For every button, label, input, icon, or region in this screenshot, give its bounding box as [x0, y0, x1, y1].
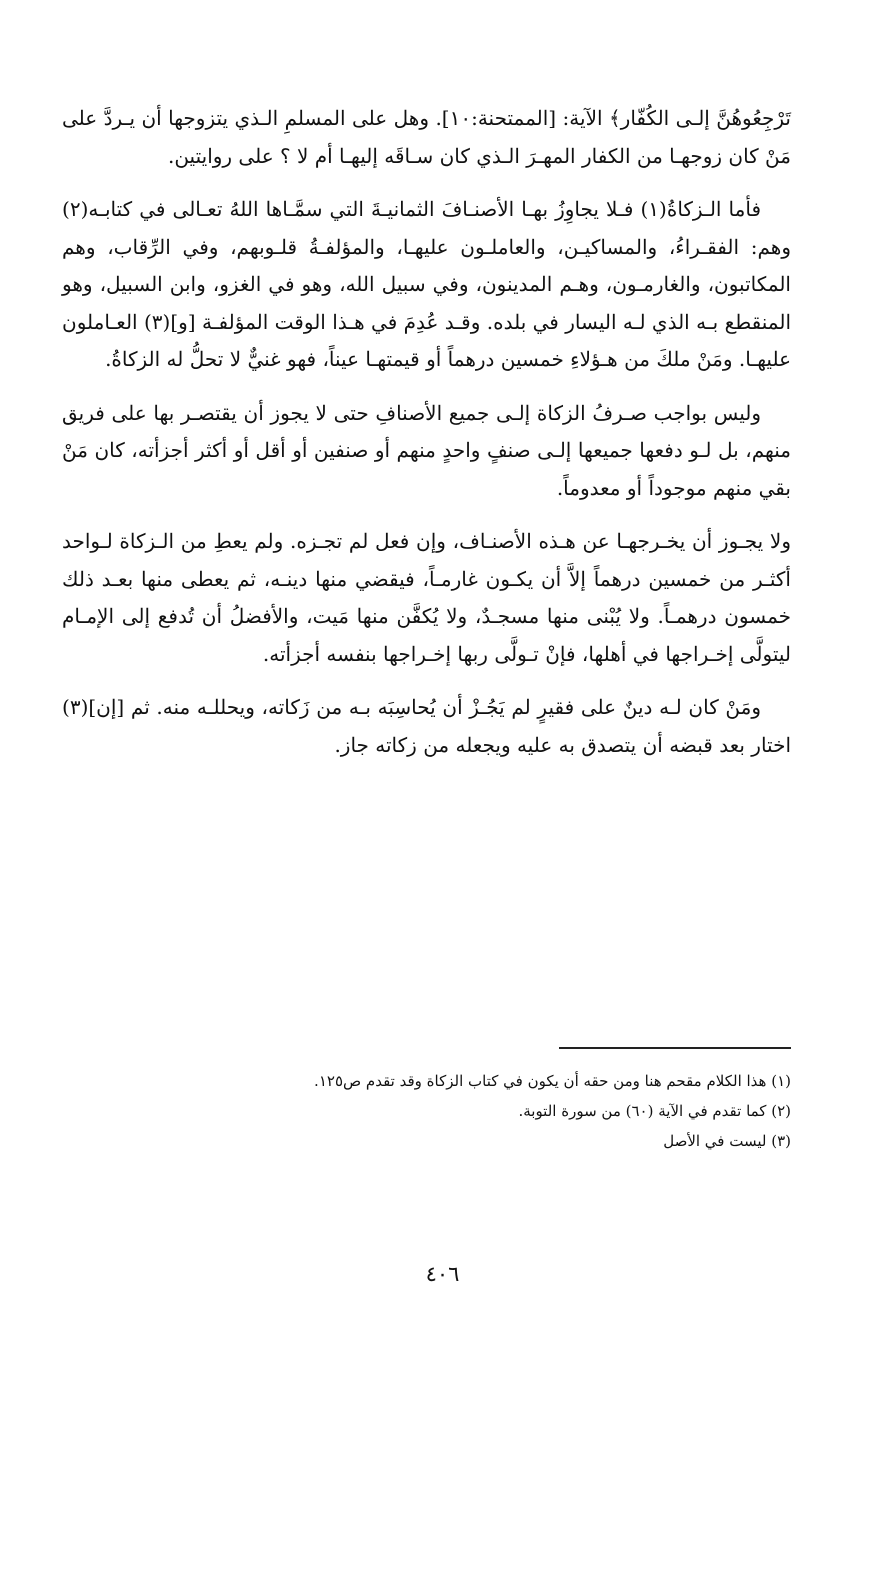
- footnote-separator: [559, 1047, 791, 1049]
- page-number: ٤٠٦: [425, 1262, 460, 1286]
- main-text: [62, 100, 791, 780]
- paragraph-2: فأما الـزكاةُ(١) فـلا يجاوِزُ بهـا الأصنـافَ الثمانيـةَ التي سمَّـاها اللهُ تعـالى في كتابـه(٢) وهم: الفقـراءُ، والمساكيـن، والعاملـون عليهـا، والمؤلفـةُ قلـوبهم، وفي الرِّقاب، وهم المكاتبون، والغارمـون، وهـم المدينون، وفي سبيل الله، وهو في الغزو، وابن السبيل، وهو المنقطع بـه الذي لـه اليسار في بلده. وقـد عُدِمَ في هـذا الوقت المؤلفـة [و](٣) العـاملون عليهـا. ومَنْ ملكَ من هـؤلاءِ خمسين درهماً أو قيمتهـا عيناً، فهو غنيٌّ لا تحلُّ له الزكاةُ.: [62, 197, 792, 371]
- paragraph-1: تَرْجِعُوهُنَّ إلـى الكُفّار﴾ الآية: [الممتحنة:١٠]. وهل على المسلمِ الـذي يتزوجها أن يـردَّ على مَنْ كان زوجهـا من الكفار المهـرَ الـذي كان سـاقَه إليهـا أم لا ؟ على روايتين.: [62, 106, 791, 168]
- footnote-1: (١) هذا الكلام مقحم هنا ومن حقه أن يكون في كتاب الزكاة وقد تقدم ص١٢٥.: [314, 1072, 791, 1090]
- paragraph-5: ومَنْ كان لـه دينٌ على فقيرٍ لم يَجُـزْ أن يُحاسِبَه بـه من زَكاته، ويحللـه منه. ثم [إن](٣) اختار بعد قبضه أن يتصدق به عليه ويجعله من زكاته جاز.: [62, 695, 791, 757]
- paragraph-4: ولا يجـوز أن يخـرجهـا عن هـذه الأصنـاف، وإن فعل لم تجـزه. ولم يعطِ من الـزكاة لـواحد أكثـر من خمسين درهماً إلاَّ أن يكـون غارمـاً، فيقضي منها دينـه، ثم يعطى منها بعـد ذلك خمسون درهمـاً. ولا يُبْنى منها مسجـدٌ، ولا يُكفَّن منها مَيت، والأفضلُ أن تُدفع إلى الإمـام ليتولَّى إخـراجها في أهلها، فإنْ تـولَّى ربها إخـراجها بنفسه أجزأته.: [62, 529, 792, 666]
- footnote-3: (٣) ليست في الأصل: [663, 1132, 791, 1150]
- paragraph-3: وليس بواجب صـرفُ الزكاة إلـى جميع الأصنافِ حتى لا يجوز أن يقتصـر بها على فريق منهم، بل لـو دفعها جميعها إلـى صنفٍ واحدٍ منهم أو صنفين أو أقل أو أكثر أجزأته، كان مَنْ بقي منهم موجوداً أو معدوماً.: [62, 400, 791, 500]
- footnote-2: (٢) كما تقدم في الآية (٦٠) من سورة التوبة.: [518, 1102, 791, 1120]
- footnotes: [94, 1066, 791, 1156]
